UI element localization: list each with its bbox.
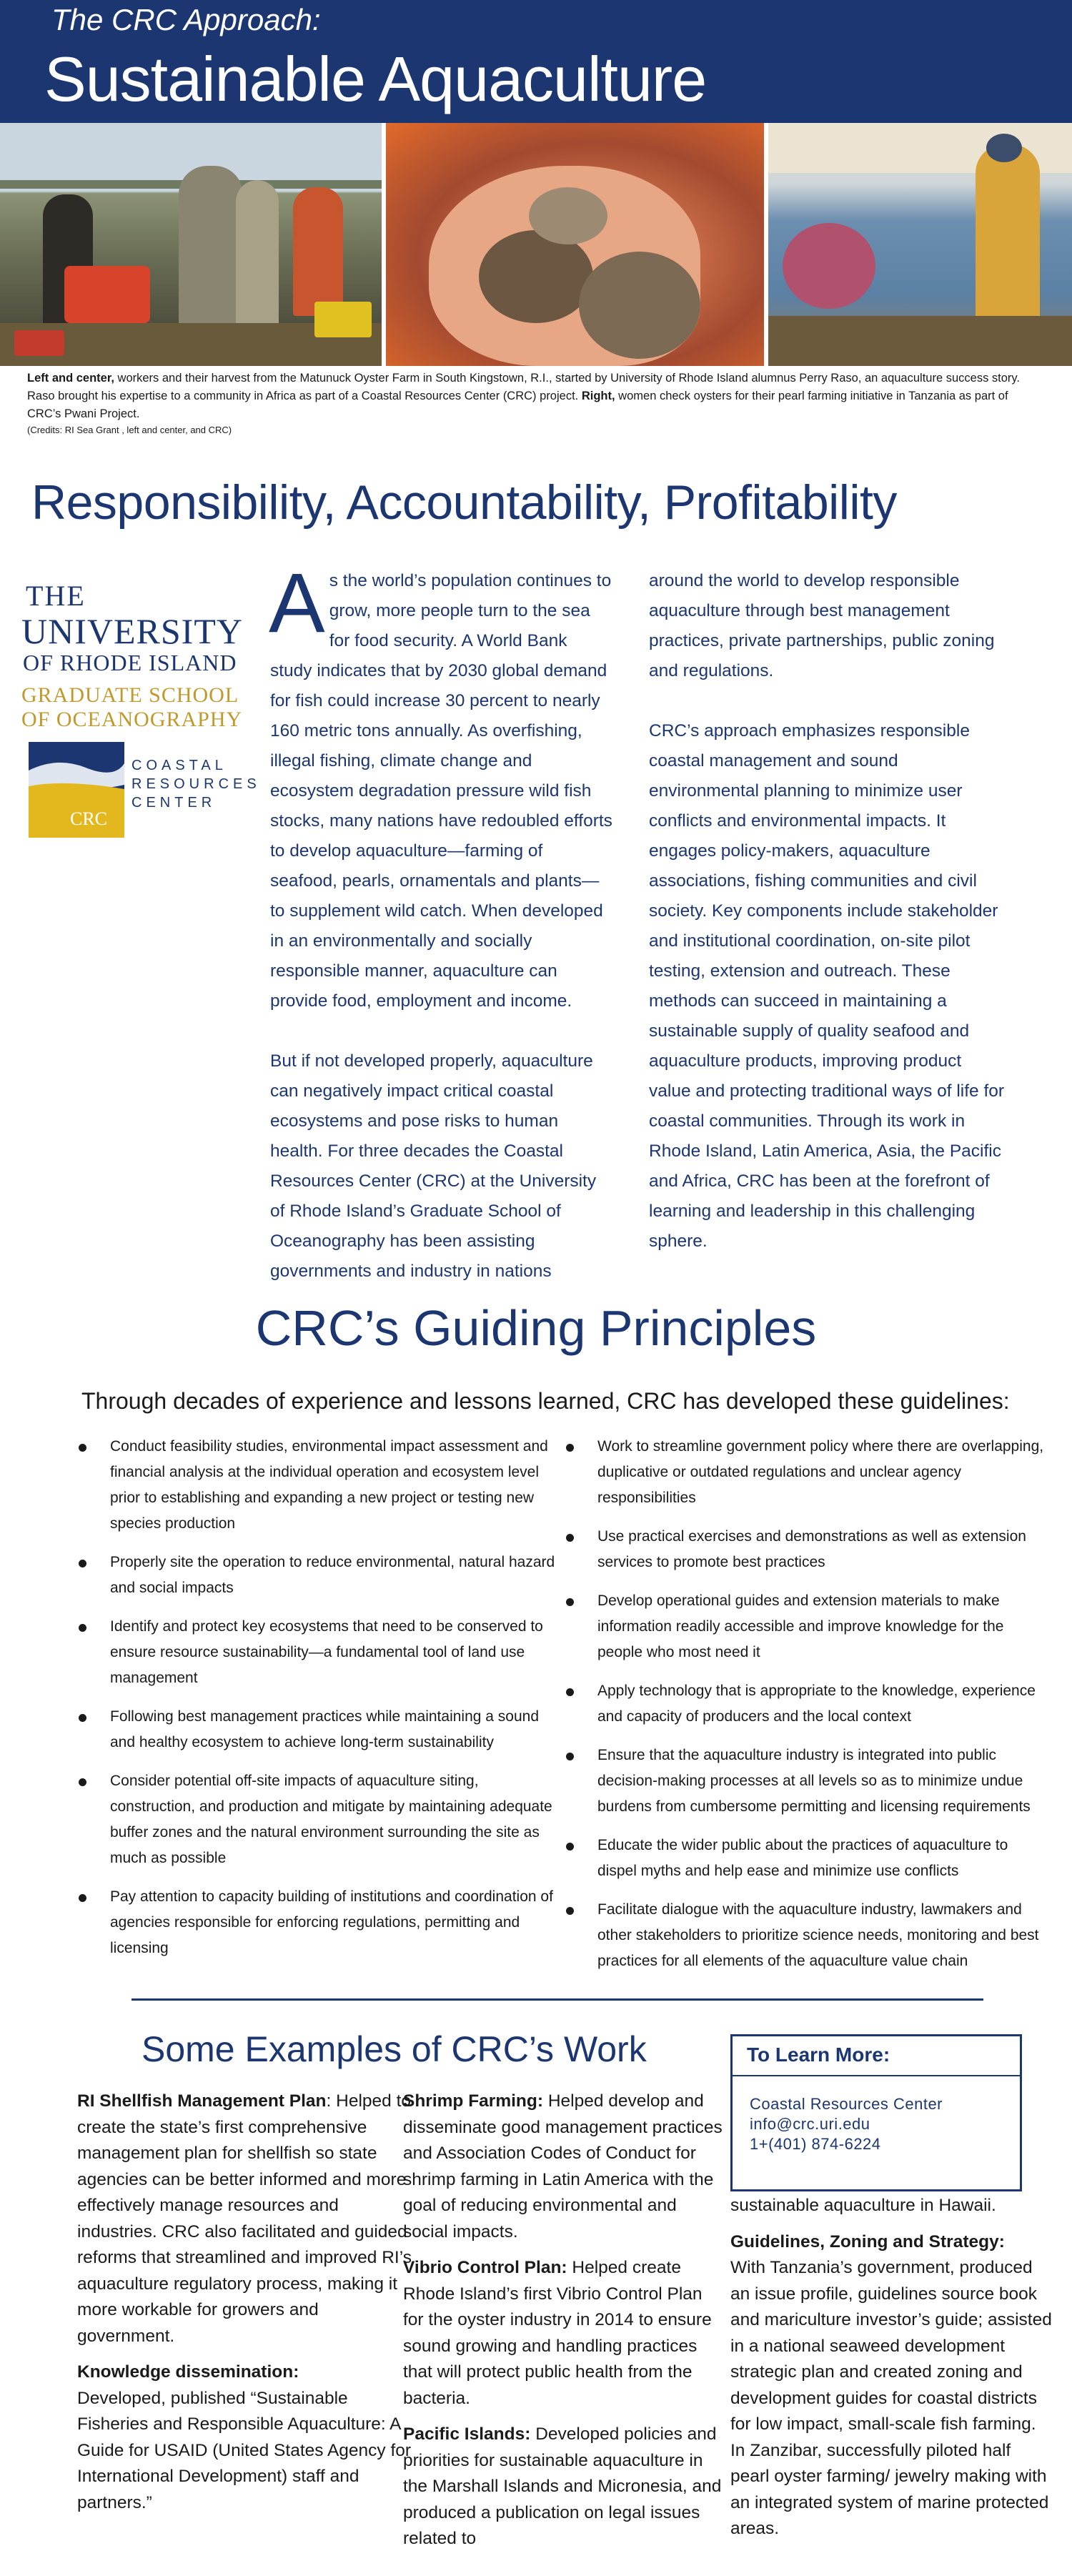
example-text: Helped to create the state’s first comprehensive management plan for shellfish so state agencies can be better informed and more effectively manage resources and industries. CRC also facilitated and guided reforms that streamlined and improved RI’s aquaculture regulatory process, making it more workable for growers and government. [77, 2091, 412, 2346]
bullet-icon [566, 1907, 574, 1915]
logo-the: THE [26, 580, 86, 612]
list-item [565, 1743, 1051, 1820]
example-heading: RI Shellfish Management Plan [77, 2091, 327, 2111]
list-item-text: Following best management practices while maintaining a sound and healthy ecosystem to achieve long-term sustainability [110, 1708, 539, 1750]
guiding-principles-title: CRC’s Guiding Principles [255, 1300, 817, 1356]
list-item-text: Use practical exercises and demonstrations as well as extension services to promote best practices [597, 1528, 1026, 1570]
example-text: Helped create Rhode Island’s first Vibrio Control Plan for the oyster industry in 2014 to ensure sound growing and handling practices that will protect public health from the bacteria. [403, 2258, 712, 2408]
crc-text-line2: RESOURCES [131, 776, 261, 792]
example-text: sustainable aquaculture in Hawaii. [730, 2196, 996, 2215]
example-text: Developed, published “Sustainable Fisheries and Responsible Aquaculture: A Guide for USAID (United States Agency for International Development) staff and partners.” [77, 2388, 412, 2512]
crc-logo-mark [29, 742, 124, 838]
intro-paragraph-1-text: s the world’s population continues to grow, more people turn to the sea for food security. A World Bank study indicates that by 2030 global demand for fish could increase 30 percent to nearly 160 metric tons annually. As overfishing, illegal fishing, climate change and ecosystem degradation pressure wild fish stocks, many nations have redoubled efforts to develop aquaculture—farming of seafood, pearls, ornamentals and plants—to supplement wild catch. When developed in an environmentally and socially responsible manner, aquaculture can provide food, employment and income. [270, 571, 612, 1011]
list-item [77, 1768, 563, 1871]
crc-logo-text [131, 756, 261, 812]
learn-more-org: Coastal Resources Center [750, 2095, 943, 2113]
oyster-harvest-hand-photo [386, 123, 764, 366]
list-item [565, 1678, 1051, 1730]
caption-text-1: workers and their harvest from the Matunuck Oyster Farm in South Kingstown, R.I., started by University of Rhode Island alumnus Perry Raso, an aquaculture success story. Raso brought his expertise to a community in Africa as part of a Coastal Resources Center (CRC) project. [27, 372, 1021, 402]
header-banner [0, 0, 1072, 123]
learn-more-box [730, 2034, 1022, 2191]
list-item [565, 1588, 1051, 1665]
example-heading: Knowledge dissemination: [77, 2362, 299, 2382]
learn-more-rule [733, 2075, 1020, 2076]
bullet-icon [79, 1894, 86, 1902]
examples-column-2 [403, 2089, 725, 2562]
page-title: Sustainable Aquaculture [44, 44, 707, 114]
list-item [77, 1434, 563, 1537]
list-item-text: Develop operational guides and extension materials to make information readily accessible and improve knowledge for the people who most need it [597, 1592, 1004, 1660]
principles-list-right [565, 1434, 1051, 1987]
photo-strip [0, 123, 1072, 366]
example-item [403, 2255, 725, 2412]
bullet-icon [566, 1534, 574, 1542]
list-item [77, 1550, 563, 1601]
caption-text-2: women check oysters for their pearl farming initiative in Tanzania as part of CRC’s Pwani Project. [27, 390, 1008, 420]
list-item-text: Properly site the operation to reduce environmental, natural hazard and social impacts [110, 1554, 555, 1596]
intro-paragraph-1 [269, 556, 613, 1016]
intro-paragraph-3: around the world to develop responsible aquaculture through best management practices, private partnerships, public zoning and regulations. [649, 571, 995, 680]
bullet-icon [566, 1843, 574, 1851]
bullet-icon [566, 1444, 574, 1452]
example-heading: Pacific Islands: [403, 2424, 531, 2444]
guiding-principles-intro: Through decades of experience and lessons learned, CRC has developed these guidelines: [81, 1388, 1010, 1414]
list-item [77, 1614, 563, 1691]
examples-column-3 [730, 2193, 1052, 2552]
example-item [77, 2359, 413, 2516]
drop-cap: A [269, 556, 325, 650]
learn-more-email[interactable]: info@crc.uri.edu [750, 2115, 870, 2133]
section-headline: Responsibility, Accountability, Profitability [31, 475, 897, 530]
list-item-text: Apply technology that is appropriate to the knowledge, experience and capacity of producers and the local context [597, 1683, 1036, 1725]
list-item [77, 1704, 563, 1755]
bullet-icon [79, 1624, 86, 1632]
logo-university: UNIVERSITY [21, 611, 243, 651]
example-text: Helped develop and disseminate good management practices and Association Codes of Conduct for shrimp farming in Latin America with the goal of reducing environmental and social impacts. [403, 2091, 723, 2241]
oyster-farm-workers-photo [0, 123, 382, 366]
learn-more-phone[interactable]: 1+(401) 874-6224 [750, 2135, 881, 2153]
example-heading: Guidelines, Zoning and Strategy: [730, 2231, 1005, 2251]
logo-gso-line2: OF OCEANOGRAPHY [21, 708, 243, 731]
bullet-icon [566, 1753, 574, 1760]
principles-list-left [77, 1434, 563, 1974]
intro-paragraph-4: CRC’s approach emphasizes responsible coastal management and sound environmental planning to minimize user conflicts and environmental impacts. It engages policy-makers, aquaculture associations, fishing communities and civil society. Key components include stakeholder and institutional coordination, on-site pilot testing, extension and outreach. These methods can succeed in maintaining a sustainable supply of quality seafood and aquaculture products, improving product value and protecting traditional ways of life for coastal communities. Through its work in Rhode Island, Latin America, Asia, the Pacific and Africa, CRC has been at the forefront of learning and leadership in this challenging sphere. [649, 721, 1005, 1251]
list-item [77, 1884, 563, 1961]
learn-more-title: To Learn More: [747, 2044, 890, 2066]
crc-text-line3: CENTER [131, 795, 217, 811]
intro-paragraph-2: But if not developed properly, aquaculture can negatively impact critical coastal ecosystems and pose risks to human health. For three decades the Coastal Resources Center (CRC) at the University of Rhode Island’s Graduate School of Oceanography has been assisting governments and industry in nations [270, 1051, 597, 1281]
pearl-farming-women-photo [768, 123, 1072, 366]
list-item [565, 1897, 1051, 1974]
list-item-text: Facilitate dialogue with the aquaculture industry, lawmakers and other stakeholders to prioritize science needs, monitoring and best practices for all elements of the aquaculture value chain [597, 1901, 1039, 1969]
list-item [565, 1524, 1051, 1575]
intro-column-right [649, 566, 1006, 1287]
intro-column-left [269, 556, 613, 1317]
examples-column-1 [77, 2089, 413, 2526]
list-item-text: Conduct feasibility studies, environmental impact assessment and financial analysis at the individual operation and ecosystem level prior to establishing and expanding a new project or testing new species production [110, 1438, 548, 1532]
header-kicker: The CRC Approach: [51, 3, 321, 36]
example-item [77, 2089, 413, 2349]
crc-text-line1: COASTAL [131, 758, 227, 773]
list-item-text: Educate the wider public about the practices of aquaculture to dispel myths and help ease and minimize use conflicts [597, 1837, 1008, 1879]
bullet-icon [566, 1598, 574, 1606]
bullet-icon [79, 1560, 86, 1567]
examples-title: Some Examples of CRC’s Work [142, 2029, 647, 2069]
bullet-icon [79, 1778, 86, 1786]
list-item-text: Consider potential off-site impacts of aquaculture siting, construction, and production and mitigate by maintaining adequate buffer zones and the natural environment surrounding the site as much as possible [110, 1773, 552, 1866]
example-item [730, 2193, 1052, 2219]
list-item-text: Identify and protect key ecosystems that need to be conserved to ensure resource sustainability—a fundamental tool of land use management [110, 1618, 543, 1686]
section-divider [131, 1998, 983, 2001]
list-item-text: Work to streamline government policy where there are overlapping, duplicative or outdated regulations and unclear agency responsibilities [597, 1438, 1044, 1506]
example-heading-sep: : [326, 2091, 332, 2111]
example-item [403, 2089, 725, 2245]
example-heading: Shrimp Farming: [403, 2091, 544, 2111]
example-text: Developed policies and priorities for sustainable aquaculture in the Marshall Islands and Micronesia, and produced a publication on legal issues related to [403, 2424, 722, 2548]
uri-gso-logo [21, 579, 250, 732]
list-item [565, 1833, 1051, 1884]
bullet-icon [79, 1714, 86, 1722]
list-item [565, 1434, 1051, 1511]
bullet-icon [79, 1444, 86, 1452]
caption-right-label: Right, [581, 390, 615, 402]
list-item-text: Ensure that the aquaculture industry is integrated into public decision-making processes at all levels so as to minimize undue burdens from cumbersome permitting and licensing requirements [597, 1747, 1031, 1815]
example-text: With Tanzania’s government, produced an issue profile, guidelines source book and mariculture investor’s guide; assisted in a national seaweed development strategic plan and created zoning and development guides for coastal districts for low impact, small-scale fish farming. In Zanzibar, successfully piloted half pearl oyster farming/ jewelry making with an integrated system of marine protected areas. [730, 2258, 1052, 2538]
example-item [730, 2229, 1052, 2542]
list-item-text: Pay attention to capacity building of institutions and coordination of agencies responsible for enforcing regulations, permitting and licensing [110, 1888, 553, 1956]
example-heading: Vibrio Control Plan: [403, 2258, 567, 2277]
example-item [403, 2422, 725, 2552]
logo-of-rhode-island: OF RHODE ISLAND [23, 650, 237, 675]
caption-left-center-label: Left and center, [27, 372, 114, 385]
photo-caption [27, 370, 1042, 423]
bullet-icon [566, 1688, 574, 1696]
crc-mark-text: CRC [70, 808, 108, 829]
logo-gso-line1: GRADUATE SCHOOL [21, 683, 239, 707]
photo-credits: (Credits: RI Sea Grant , left and center, and CRC) [27, 425, 232, 435]
